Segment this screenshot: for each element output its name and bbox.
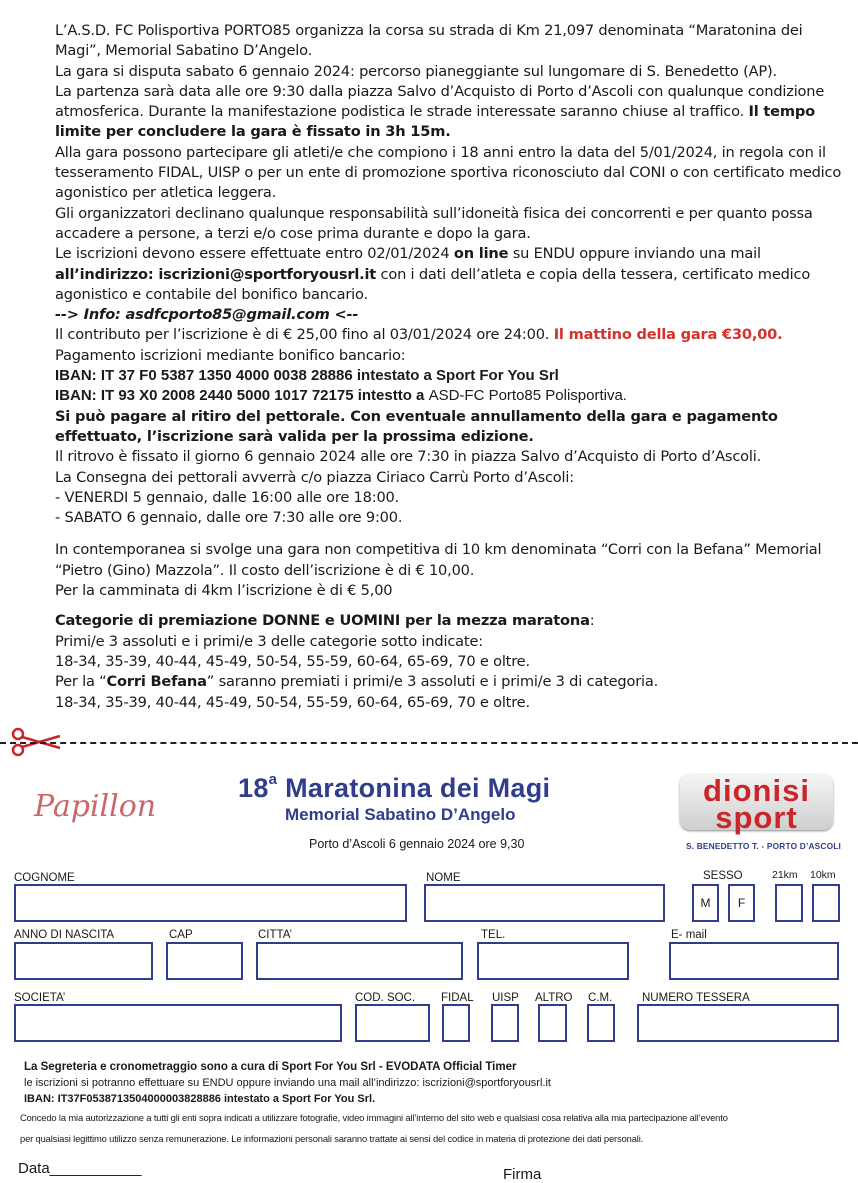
tel-field[interactable] (477, 942, 629, 980)
footer-secretariat: La Segreteria e cronometraggio sono a cura di Sport For You Srl - EVODATA Official Timer (24, 1061, 517, 1073)
categories-list: 18-34, 35-39, 40-44, 45-49, 50-54, 55-59, 60-64, 65-69, 70 e oltre. (55, 652, 530, 670)
label-tel: TEL. (481, 929, 506, 941)
footer-registration: le iscrizioni si potranno effettuare su ENDU oppure inviando una mail all’indirizzo: iscrizioni@sportforyousrl.it (24, 1077, 551, 1089)
societa-field[interactable] (14, 1004, 342, 1042)
responsibility-paragraph: Gli organizzatori declinano qualunque responsabilità sull’idoneità fisica dei concorrenti e per quanto possa accadere a persone, a terzi e/o cose prima durante e dopo la gara. (55, 204, 813, 242)
meeting-paragraph: Il ritrovo è fissato il giorno 6 gennaio 2024 alle ore 7:30 in piazza Salvo d’Acquisto di Porto d’Ascoli. (55, 448, 762, 466)
bib-saturday: - SABATO 6 gennaio, dalle ore 7:30 alle ore 9:00. (55, 509, 403, 527)
registration-email[interactable]: all’indirizzo: iscrizioni@sportforyousrl.it (55, 265, 377, 283)
label-cm: C.M. (588, 992, 613, 1004)
citta-field[interactable] (256, 942, 463, 980)
dionisi-sport-logo (680, 773, 833, 835)
footer-consent-1: Concedo la mia autorizzazione a tutti gli enti sopra indicati a utilizzare fotografie, video immagini all’interno del sito web e qualsiasi cosa relativa alla mia partecipazione all’evento (20, 1112, 728, 1123)
sponsor-line-2: sport (715, 800, 798, 835)
befana-post: ” saranno premiati i primi/e 3 assoluti e i primi/e 3 di categoria. (206, 673, 659, 691)
race-10km-box[interactable] (812, 884, 840, 922)
footer-consent-2: per qualsiasi legittimo utilizzo senza remunerazione. Le informazioni personali saranno trattate ai sensi del codice in materia di protezione dei dati personali. (20, 1133, 644, 1144)
label-email: E- mail (671, 929, 707, 941)
intro-paragraph: L’A.S.D. FC Polisportiva PORTO85 organizza la corsa su strada di Km 21,097 denominata “Maratonina dei Magi”, Memorial Sabatino D’Angelo. (55, 22, 803, 60)
label-altro: ALTRO (535, 992, 573, 1004)
cognome-field[interactable] (14, 884, 407, 922)
categories-title: Categorie di premiazione DONNE e UOMINI per la mezza maratona (55, 612, 590, 630)
start-paragraph (55, 82, 845, 143)
sex-m-label: M (700, 896, 711, 910)
iban-2 (55, 386, 845, 406)
fee-paragraph (55, 325, 845, 345)
befana-categories-list: 18-34, 35-39, 40-44, 45-49, 50-54, 55-59, 60-64, 65-69, 70 e oltre. (55, 693, 530, 711)
uisp-box[interactable] (491, 1004, 519, 1042)
iban-2-holder: ASD-FC Porto85 Polisportiva. (428, 387, 627, 405)
papillon-logo (32, 778, 172, 838)
befana-name: Corri Befana (106, 673, 207, 691)
cut-line (0, 742, 858, 744)
label-uisp: UISP (492, 992, 519, 1004)
email-field[interactable] (669, 942, 839, 980)
befana-pre: Per la “ (55, 673, 107, 691)
registration-docs: con i dati dell’atleta e copia della tessera, certificato medico agonistico e contabile del bonifico bancario. (55, 265, 811, 303)
anno-nascita-field[interactable] (14, 942, 153, 980)
start-text: La partenza sarà data alle ore 9:30 dalla piazza Salvo d’Acquisto di Porto d’Ascoli con qualunque condizione atmosferica. Durante la manifestazione podistica le strade interessate saranno chiuse al traffico. (55, 82, 825, 121)
label-cod-soc: COD. SOC. (355, 992, 416, 1004)
numero-tessera-field[interactable] (637, 1004, 839, 1042)
title-text: Maratonina dei Magi (277, 773, 551, 803)
sex-m-box[interactable] (692, 884, 719, 922)
race-21km-box[interactable] (775, 884, 803, 922)
pay-at-pickup-paragraph: Si può pagare al ritiro del pettorale. Con eventuale annullamento della gara e pagamento effettuato, l’iscrizione sarà valida per la prossima edizione. (55, 407, 778, 445)
iban-2-number: IBAN: IT 93 X0 2008 2440 5000 1017 72175 intestto a (55, 387, 425, 405)
label-cap: CAP (169, 929, 193, 941)
label-21km: 21km (772, 869, 798, 881)
fidal-box[interactable] (442, 1004, 470, 1042)
info-email[interactable]: --> Info: asdfcporto85@gmail.com <-- (55, 306, 359, 324)
label-citta: CITTA’ (258, 929, 293, 941)
cod-soc-field[interactable] (355, 1004, 430, 1042)
title-superscript: a (268, 771, 278, 788)
regulations-text (55, 21, 845, 713)
label-societa: SOCIETA’ (14, 992, 66, 1004)
label-anno-nascita: ANNO DI NASCITA (14, 929, 115, 941)
sex-f-box[interactable] (728, 884, 755, 922)
footer-iban: IBAN: IT37F0538713504000003828886 intestato a Sport For You Srl. (24, 1093, 376, 1105)
cm-box[interactable] (587, 1004, 615, 1042)
sponsor-location: S. BENEDETTO T. - PORTO D’ASCOLI (686, 841, 841, 851)
bib-friday: - VENERDI 5 gennaio, dalle 16:00 alle ore 18:00. (55, 488, 400, 506)
categories-text: Primi/e 3 assoluti e i primi/e 3 delle categorie sotto indicate: (55, 632, 483, 650)
date-paragraph: La gara si disputa sabato 6 gennaio 2024: percorso pianeggiante sul lungomare di S. Benedetto (AP). (55, 62, 777, 80)
papillon-logo-text: Papillon (34, 789, 157, 824)
sex-f-label: F (737, 896, 746, 910)
form-title (238, 773, 550, 804)
title-number: 18 (238, 773, 269, 803)
non-competitive-paragraph: In contemporanea si svolge una gara non competitiva di 10 km denominata “Corri con la Befana” Memorial “Pietro (Gino) Mazzola”. Il costo dell’iscrizione è di € 10,00. (55, 541, 822, 579)
label-10km: 10km (810, 869, 836, 881)
iban-1: IBAN: IT 37 F0 5387 1350 4000 0038 28886 intestato a Sport For You Srl (55, 367, 559, 385)
firma-label[interactable]: Firma (503, 1166, 542, 1183)
eligibility-paragraph: Alla gara possono partecipare gli atleti/e che compiono i 18 anni entro la data del 5/01/2024, in regola con il tesseramento FIDAL, UISP o per un ente di promozione sportiva riconosciuto dal CONI o con certificato medico agonistico per atletica leggera. (55, 143, 842, 202)
payment-paragraph: Pagamento iscrizioni mediante bonifico bancario: (55, 346, 406, 364)
nome-field[interactable] (424, 884, 665, 922)
befana-paragraph (55, 672, 845, 692)
sponsor-line-1: dionisi (703, 773, 810, 808)
label-numero-tessera: NUMERO TESSERA (642, 992, 750, 1004)
time-limit-text: Il tempo limite per concludere la gara è fissato in 3h 15m. (55, 103, 815, 141)
form-subtitle: Memorial Sabatino D’Angelo (285, 805, 516, 824)
registration-deadline: Le iscrizioni devono essere effettuate entro 02/01/2024 (55, 245, 450, 263)
cap-field[interactable] (166, 942, 243, 980)
altro-box[interactable] (538, 1004, 567, 1042)
online-text: on line (453, 245, 509, 263)
label-nome: NOME (426, 872, 461, 884)
walk-paragraph: Per la camminata di 4km l’iscrizione è di € 5,00 (55, 582, 393, 600)
label-sesso: SESSO (703, 870, 743, 882)
bib-delivery-paragraph: La Consegna dei pettorali avverrà c/o piazza Ciriaco Carrù Porto d’Ascoli: (55, 468, 574, 486)
label-cognome: COGNOME (14, 872, 75, 884)
data-signature-line[interactable]: Data___________ (18, 1160, 142, 1177)
label-fidal: FIDAL (441, 992, 474, 1004)
event-place-date: Porto d’Ascoli 6 gennaio 2024 ore 9,30 (309, 837, 525, 851)
categories-heading: Categorie di premiazione DONNE e UOMINI per la mezza maratona: (55, 612, 595, 630)
fee-text: Il contributo per l’iscrizione è di € 25,00 fino al 03/01/2024 ore 24:00. (55, 326, 550, 344)
registration-endu: su ENDU oppure inviando una mail (512, 245, 761, 263)
registration-paragraph (55, 244, 845, 305)
race-day-fee: Il mattino della gara €30,00. (553, 326, 783, 344)
